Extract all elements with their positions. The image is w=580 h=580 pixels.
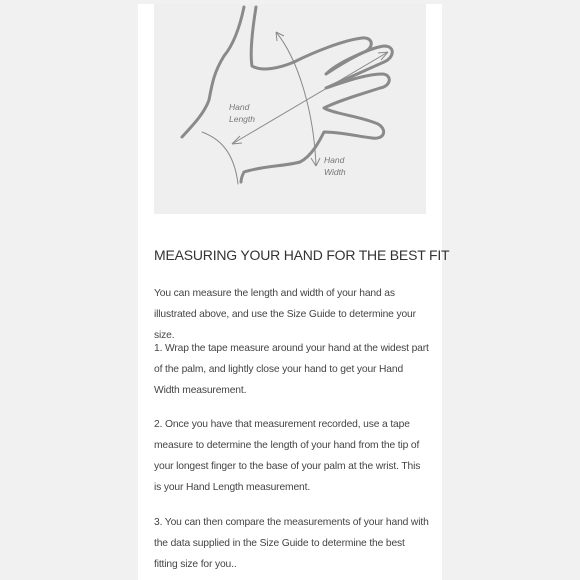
hand-length-arrow-line	[232, 52, 388, 144]
hand-measurement-illustration	[154, 4, 426, 214]
palm-crease	[202, 132, 238, 184]
guide-intro-paragraph: You can measure the length and width of your hand as illustrated above, and use the Size Guide to determine your size.	[154, 288, 416, 341]
hand-width-arc	[276, 32, 316, 166]
hand-drawing	[154, 4, 426, 214]
size-guide-card	[138, 4, 450, 580]
hand-length-arrowhead-start	[232, 136, 242, 144]
hand-length-label-line2: Length	[229, 114, 255, 124]
hand-length-arrowhead-end	[378, 52, 388, 60]
guide-step-3-paragraph: 3. You can then compare the measurements of your hand with the data supplied in the Size Guide to determine the best fitting size for you..	[154, 517, 429, 570]
hand-length-label-line1: Hand	[229, 102, 250, 112]
guide-step-1-paragraph: 1. Wrap the tape measure around your hand at the widest part of the palm, and lightly close your hand to get your Hand Width measurement.	[154, 343, 429, 396]
guide-step-2-paragraph: 2. Once you have that measurement recorded, use a tape measure to determine the length of your hand from the tip of your longest finger to the base of your palm at the wrist. This is your Hand Length measurement.	[154, 419, 421, 493]
hand-width-label-line1: Hand	[324, 155, 345, 165]
hand-width-label-line2: Width	[324, 167, 346, 177]
guide-heading: MEASURING YOUR HAND FOR THE BEST FIT	[154, 247, 450, 263]
hand-outline	[182, 7, 392, 182]
